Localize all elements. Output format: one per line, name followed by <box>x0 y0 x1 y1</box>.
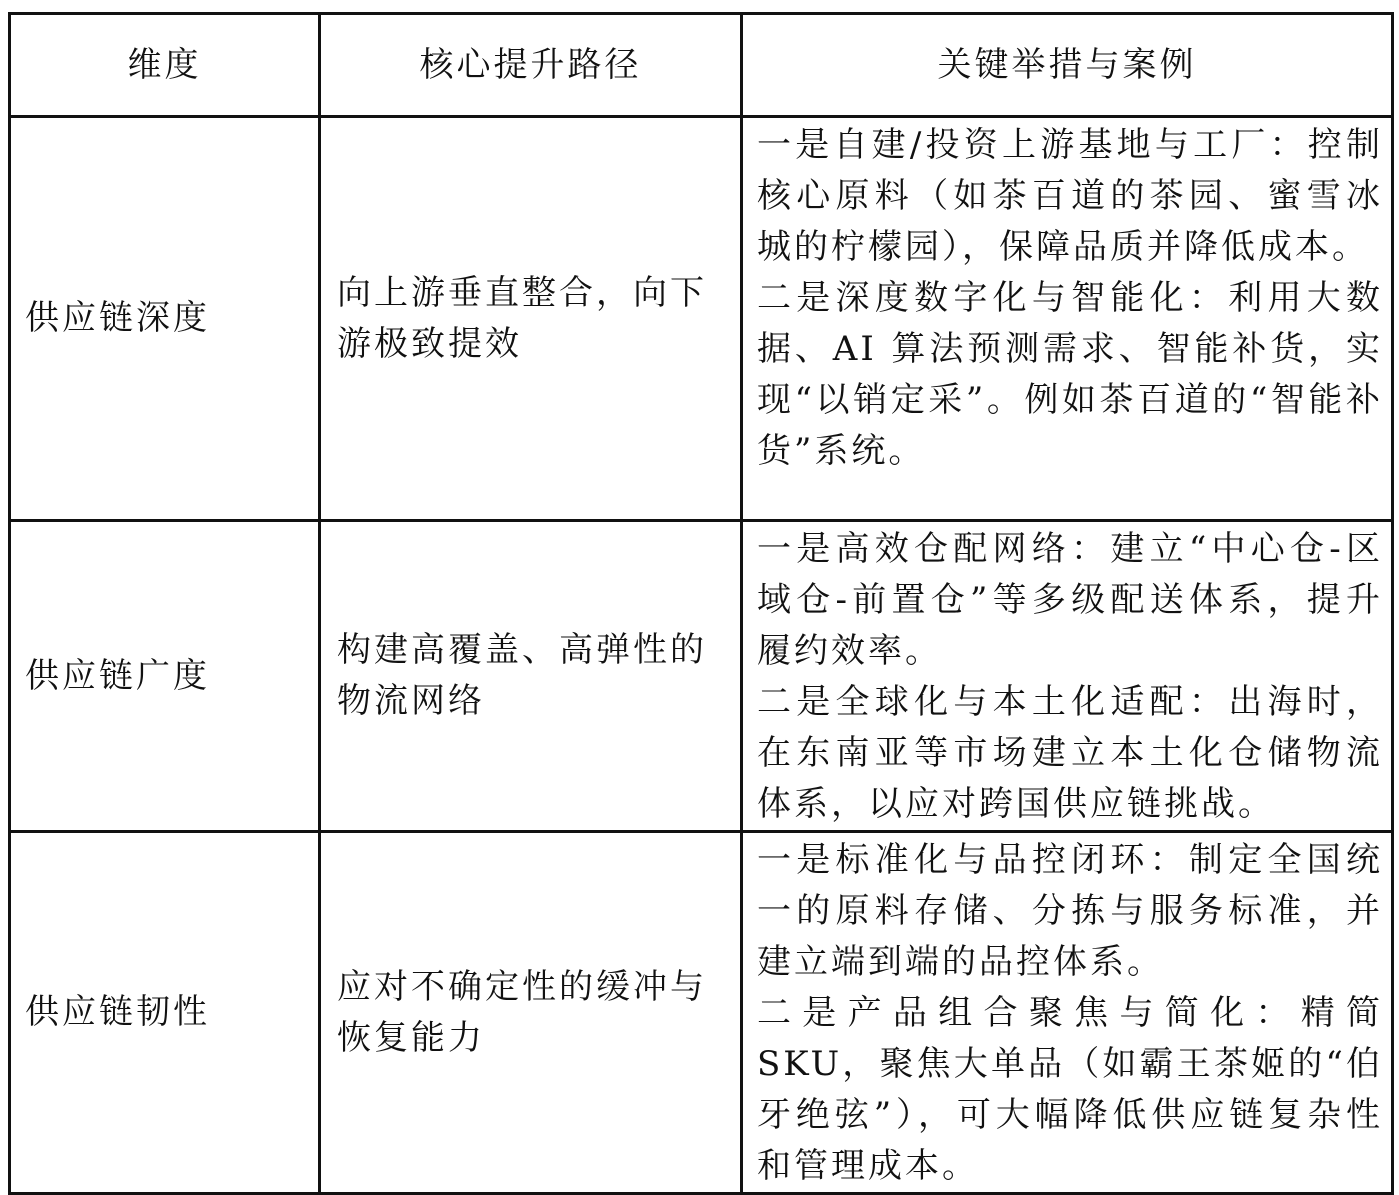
header-dimension: 维度 <box>10 14 320 117</box>
dimension-cell: 供应链深度 <box>10 117 320 521</box>
measure-item: 二是深度数字化与智能化：利用大数据、AI 算法预测需求、智能补货，实现“以销定采”。例如茶百道的“智能补货”系统。 <box>757 278 1383 471</box>
table-header-row <box>10 14 1393 117</box>
measure-item: 一是高效仓配网络：建立“中心仓-区域仓-前置仓”等多级配送体系，提升履约效率。 <box>757 529 1383 671</box>
measure-item: 二是产品组合聚焦与简化：精简 SKU，聚焦大单品（如霸王茶姬的“伯牙绝弦”），可大幅降低供应链复杂性和管理成本。 <box>757 993 1383 1186</box>
strategy-table <box>8 12 1394 1195</box>
path-cell: 构建高覆盖、高弹性的物流网络 <box>320 521 742 832</box>
header-path: 核心提升路径 <box>320 14 742 117</box>
path-cell: 应对不确定性的缓冲与恢复能力 <box>320 832 742 1194</box>
measures-cell <box>742 832 1393 1194</box>
dimension-cell: 供应链广度 <box>10 521 320 832</box>
table-row <box>10 117 1393 521</box>
measure-item: 一是自建/投资上游基地与工厂：控制核心原料（如茶百道的茶园、蜜雪冰城的柠檬园），保障品质并降低成本。 <box>757 125 1383 267</box>
measures-cell <box>742 521 1393 832</box>
header-measures: 关键举措与案例 <box>742 14 1393 117</box>
measure-item: 一是标准化与品控闭环：制定全国统一的原料存储、分拣与服务标准，并建立端到端的品控体系。 <box>757 840 1383 982</box>
measure-item: 二是全球化与本土化适配：出海时，在东南亚等市场建立本土化仓储物流体系，以应对跨国供应链挑战。 <box>757 682 1383 824</box>
path-cell: 向上游垂直整合，向下游极致提效 <box>320 117 742 521</box>
table-row <box>10 832 1393 1194</box>
table-row <box>10 521 1393 832</box>
measures-cell <box>742 117 1393 521</box>
dimension-cell: 供应链韧性 <box>10 832 320 1194</box>
